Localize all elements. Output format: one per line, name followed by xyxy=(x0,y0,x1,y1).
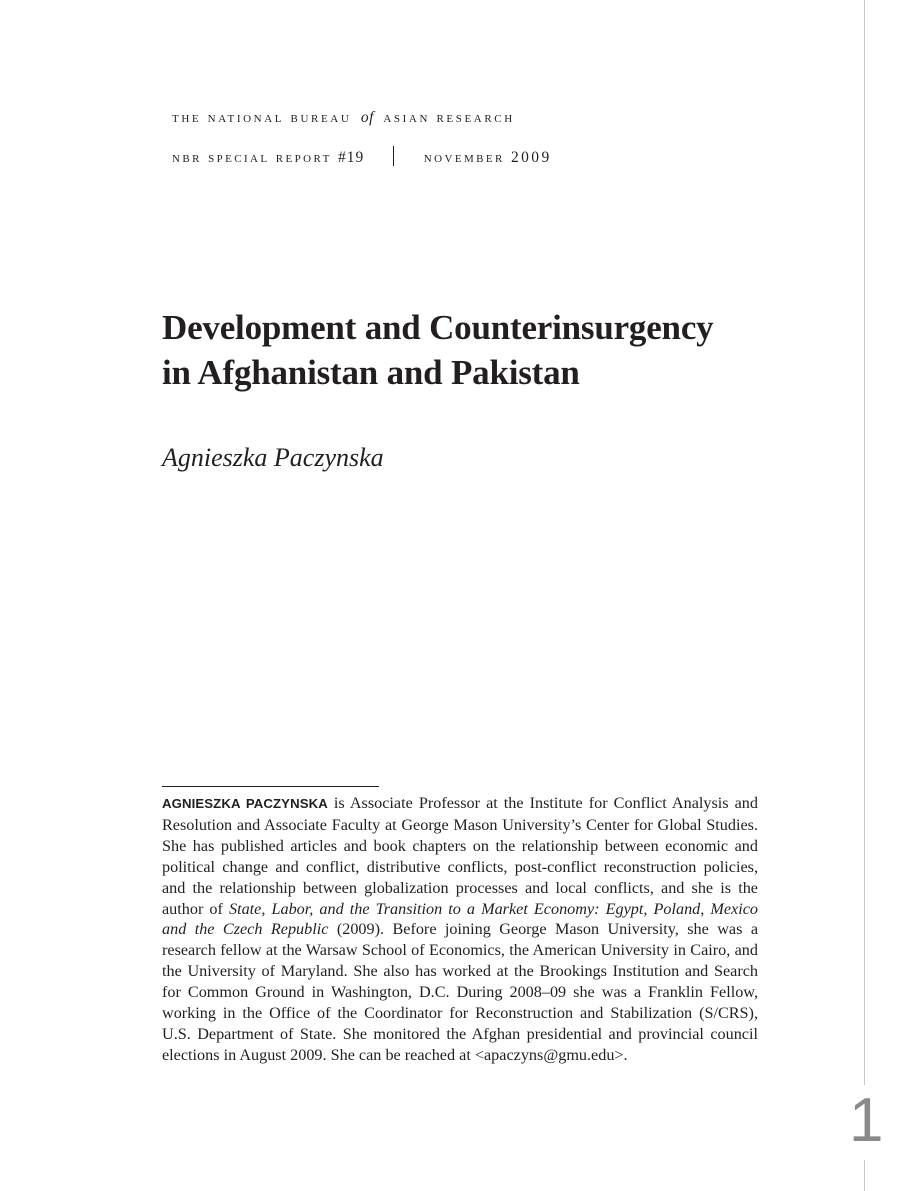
bio-author-name: AGNIESZKA PACZYNSKA xyxy=(162,796,328,811)
author-name: Agnieszka Paczynska xyxy=(162,443,384,472)
page-edge-line-top xyxy=(864,0,865,1085)
page-title xyxy=(162,305,822,395)
footnote-divider xyxy=(162,786,379,787)
page-number: 1 xyxy=(849,1086,884,1155)
publisher-name-first: the national bureau xyxy=(172,109,352,126)
report-number: #19 xyxy=(337,149,365,166)
publisher-name-last: asian research xyxy=(383,109,515,126)
author-bio xyxy=(162,793,758,1066)
bio-book-title: State, Labor, and the Transition to a Market Economy: Egypt, Poland, Mexico and the Czech Republic xyxy=(162,899,759,939)
page-edge-line-bottom xyxy=(864,1160,865,1191)
title-line-1: Development and Counterinsurgency xyxy=(162,308,714,347)
title-line-2: in Afghanistan and Pakistan xyxy=(162,353,580,392)
bio-text-part-2: (2009). Before joining George Mason University, she was a research fellow at the Warsaw School of Economics, the American University in Cairo, and the University of Maryland. She also has worked at the Brookings Institution and Search for Common Ground in Washington, D.C. During 2008–09 she was a Franklin Fellow, working in the Office of the Coordinator for Reconstruction and Stabilization (S/CRS), U.S. Department of State. She monitored the Afghan presidential and provincial council elections in August 2009. She can be reached at <apaczyns@gmu.edu>. xyxy=(162,920,758,1064)
publisher-name xyxy=(172,109,515,127)
report-info xyxy=(172,146,552,167)
report-date: november 2009 xyxy=(423,149,552,166)
report-separator xyxy=(393,146,394,166)
bio-text-part-1: is Associate Professor at the Institute for Conflict Analysis and Resolution and Associate Faculty at George Mason University’s Center for Global Studies. She has published articles and book chapters on the relationship between economic and political change and conflict, distributive conflicts, post-conflict reconstruction policies, and the relationship between globalization processes and local conflicts, and she is the author of xyxy=(162,794,758,918)
report-label: nbr special report xyxy=(172,149,332,166)
publisher-name-of: of xyxy=(360,109,374,126)
